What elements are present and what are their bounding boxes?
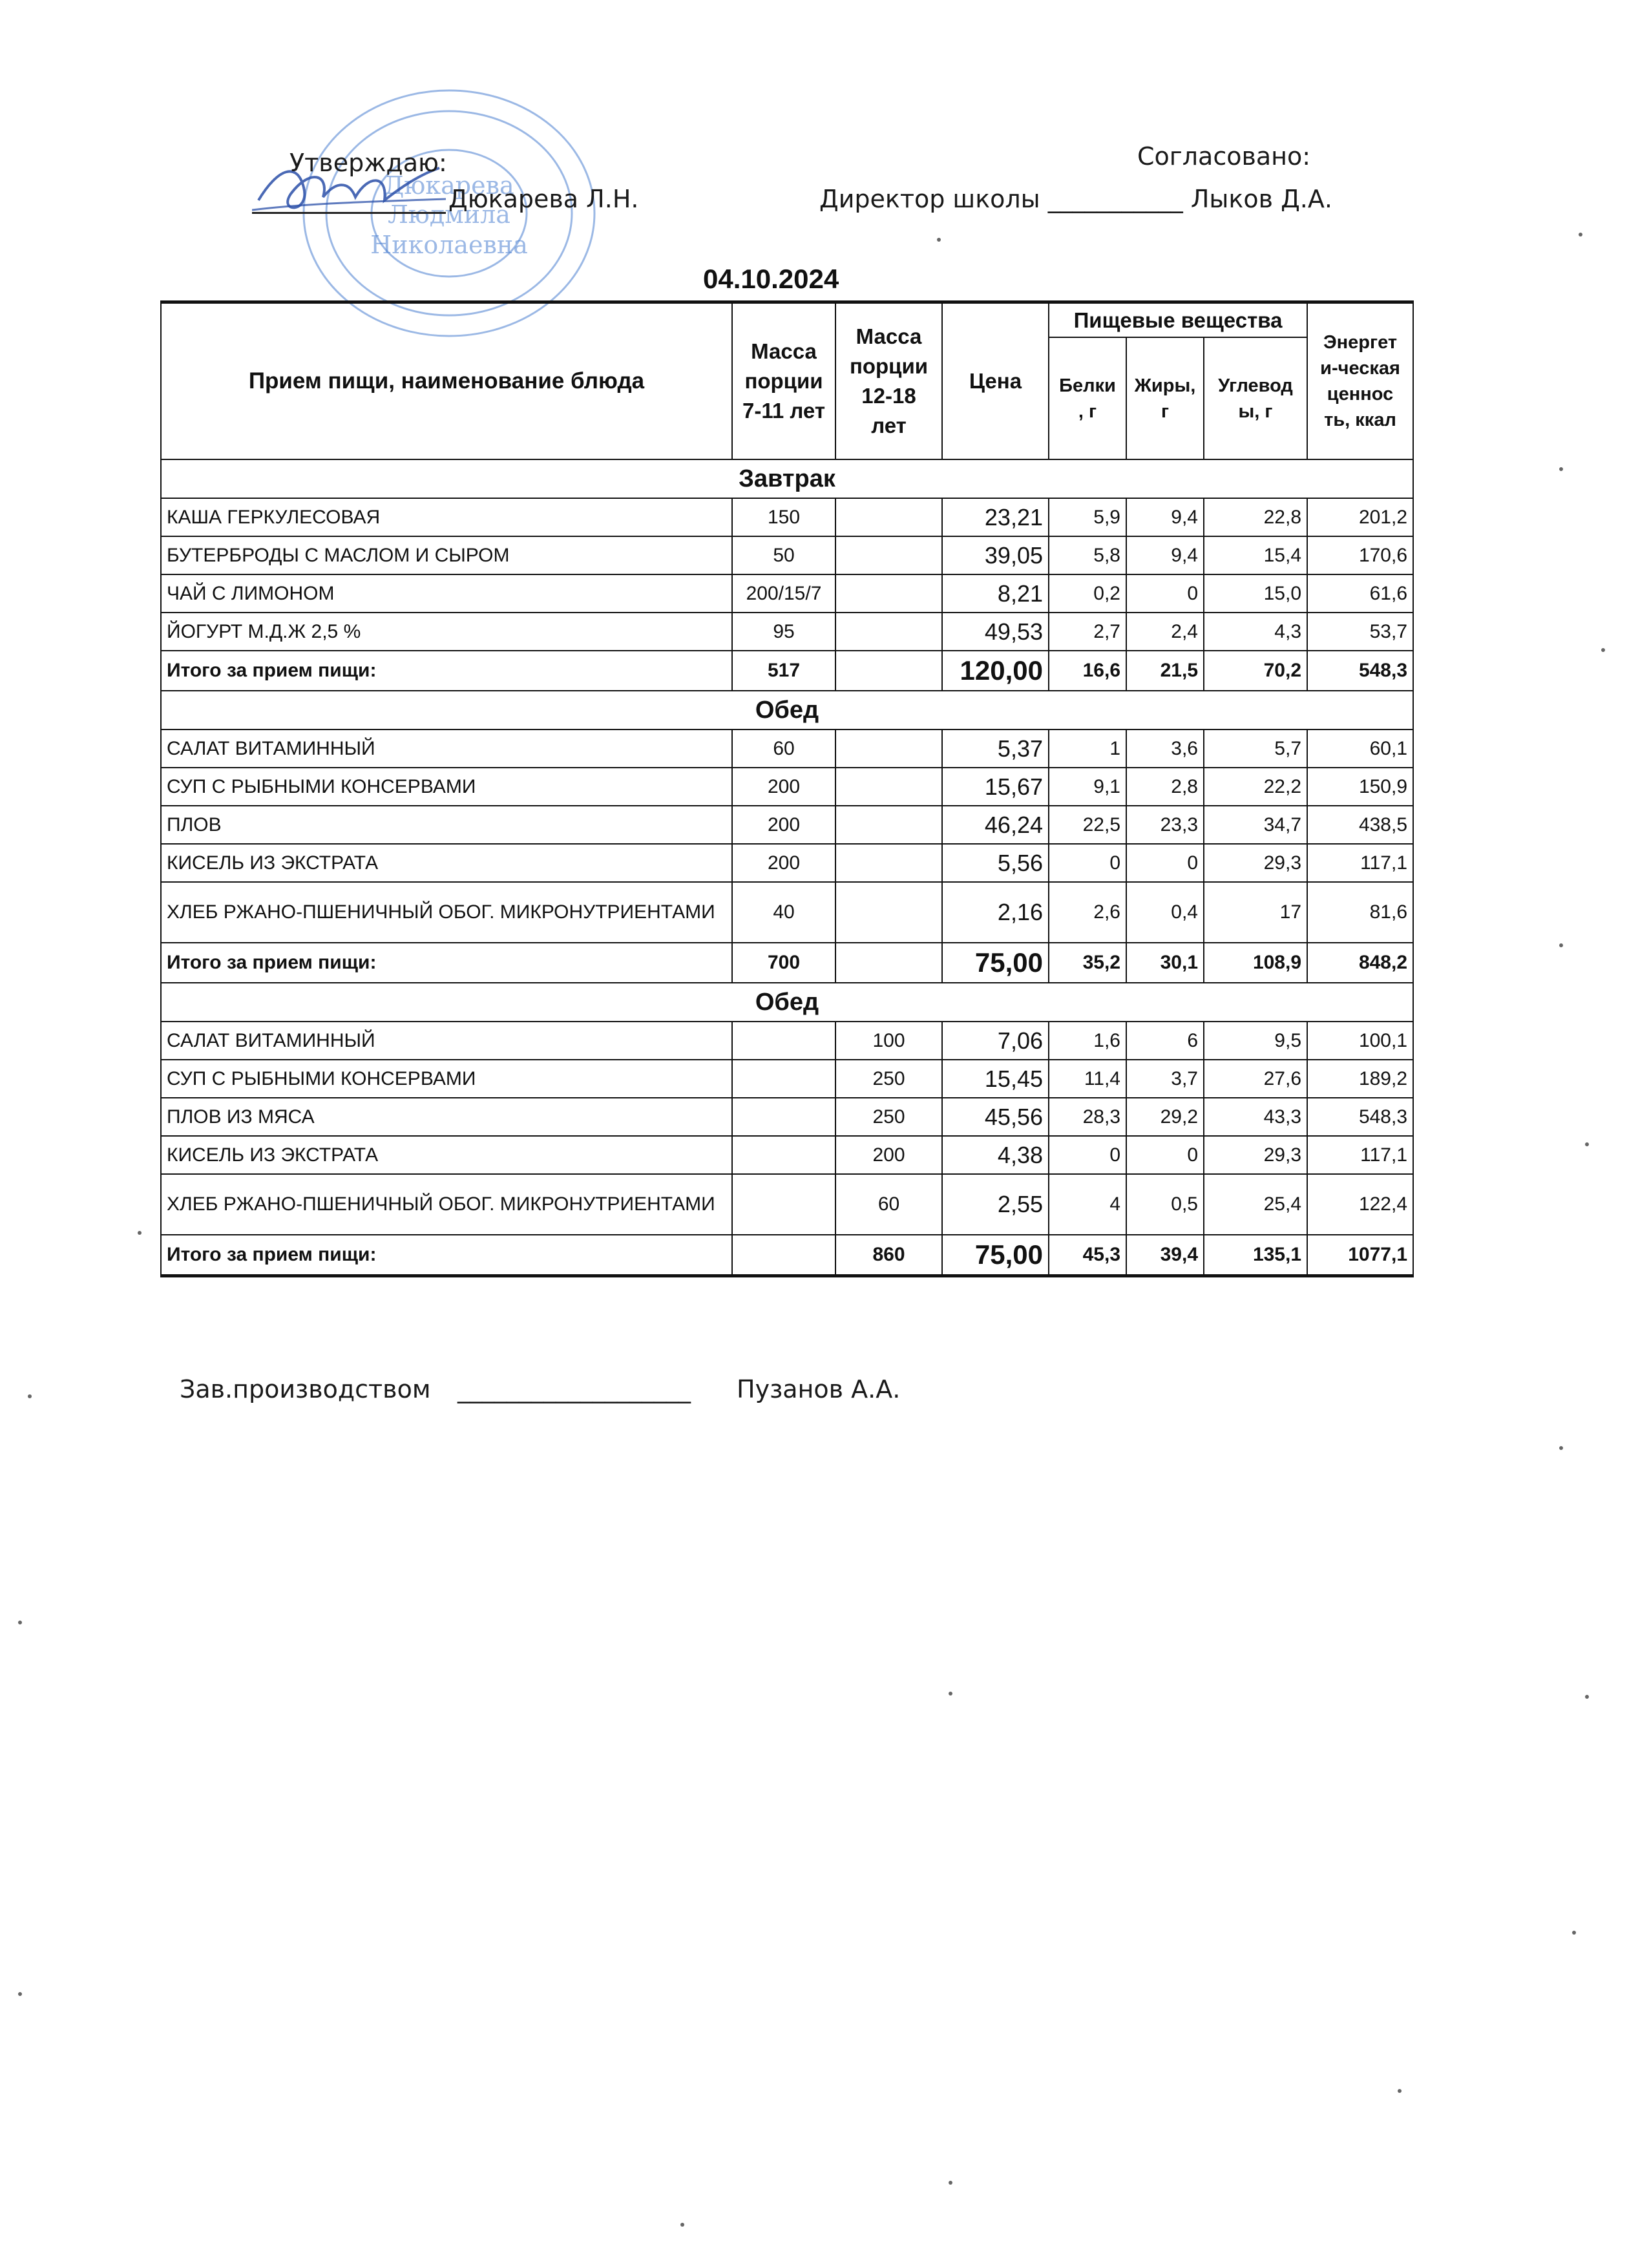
cell-m1: 50 [732, 536, 835, 574]
section-title: Обед [161, 691, 1413, 730]
dish-name: ХЛЕБ РЖАНО-ПШЕНИЧНЫЙ ОБОГ. МИКРОНУТРИЕНТАМИ [161, 1174, 732, 1235]
header-nutrients: Пищевые вещества [1049, 302, 1307, 338]
header-mass-12-18: Масса порции 12-18 лет [835, 302, 942, 460]
cell-m1: 150 [732, 498, 835, 536]
cell-c: 43,3 [1204, 1098, 1307, 1136]
section-row [161, 983, 1413, 1022]
cell-m1 [732, 1098, 835, 1136]
dish-name: ЧАЙ С ЛИМОНОМ [161, 574, 732, 613]
cell-m1 [732, 1022, 835, 1060]
cell-f: 0 [1126, 1136, 1204, 1174]
total-f: 21,5 [1126, 651, 1204, 691]
cell-m2: 100 [835, 1022, 942, 1060]
footer-label: Зав.производством [180, 1375, 431, 1403]
dish-name: КИСЕЛЬ ИЗ ЭКСТРАТА [161, 844, 732, 882]
total-f: 39,4 [1126, 1235, 1204, 1276]
dish-name: САЛАТ ВИТАМИННЫЙ [161, 1022, 732, 1060]
cell-c: 4,3 [1204, 613, 1307, 651]
cell-m2 [835, 730, 942, 768]
cell-p: 22,5 [1049, 806, 1126, 844]
cell-e: 81,6 [1307, 882, 1413, 943]
dish-row [161, 1022, 1413, 1060]
cell-m2 [835, 882, 942, 943]
cell-p: 1 [1049, 730, 1126, 768]
total-m1: 700 [732, 943, 835, 983]
footer-name: Пузанов А.А. [737, 1375, 901, 1403]
cell-c: 22,8 [1204, 498, 1307, 536]
cell-m1 [732, 1174, 835, 1235]
cell-m1: 95 [732, 613, 835, 651]
cell-price: 8,21 [942, 574, 1049, 613]
total-p: 45,3 [1049, 1235, 1126, 1276]
cell-price: 15,45 [942, 1060, 1049, 1098]
cell-price: 7,06 [942, 1022, 1049, 1060]
dish-name: КИСЕЛЬ ИЗ ЭКСТРАТА [161, 1136, 732, 1174]
dish-row [161, 574, 1413, 613]
cell-p: 1,6 [1049, 1022, 1126, 1060]
footer-signature-line: ___________________ [457, 1375, 691, 1403]
dish-name: ЙОГУРТ М.Д.Ж 2,5 % [161, 613, 732, 651]
scan-speck [1559, 943, 1563, 947]
cell-m2: 60 [835, 1174, 942, 1235]
cell-f: 9,4 [1126, 536, 1204, 574]
cell-price: 23,21 [942, 498, 1049, 536]
cell-p: 9,1 [1049, 768, 1126, 806]
cell-price: 49,53 [942, 613, 1049, 651]
cell-p: 2,7 [1049, 613, 1126, 651]
stamp-line-1: Дюкарева [384, 171, 514, 200]
cell-m2 [835, 613, 942, 651]
total-e: 848,2 [1307, 943, 1413, 983]
cell-price: 2,55 [942, 1174, 1049, 1235]
scan-speck [18, 1621, 22, 1624]
scan-speck [1585, 1142, 1589, 1146]
dish-name: БУТЕРБРОДЫ С МАСЛОМ И СЫРОМ [161, 536, 732, 574]
agreed-label: Согласовано: [1137, 142, 1311, 171]
cell-e: 60,1 [1307, 730, 1413, 768]
cell-m1: 40 [732, 882, 835, 943]
cell-price: 5,37 [942, 730, 1049, 768]
section-row [161, 459, 1413, 498]
total-m2 [835, 943, 942, 983]
dish-name: ПЛОВ ИЗ МЯСА [161, 1098, 732, 1136]
cell-m2 [835, 574, 942, 613]
cell-f: 6 [1126, 1022, 1204, 1060]
dish-row [161, 882, 1413, 943]
scan-speck [18, 1992, 22, 1996]
approver-signature-line [252, 186, 446, 214]
header-energy: Энергет и-ческая ценнос ть, ккал [1307, 302, 1413, 460]
header-protein: Белки , г [1049, 337, 1126, 459]
cell-c: 9,5 [1204, 1022, 1307, 1060]
scan-speck [28, 1394, 32, 1398]
cell-m2 [835, 806, 942, 844]
cell-e: 117,1 [1307, 844, 1413, 882]
director-line: Директор школы ___________ Лыков Д.А. [819, 185, 1332, 213]
cell-p: 5,8 [1049, 536, 1126, 574]
approve-label: Утверждаю: [289, 149, 447, 177]
total-e: 1077,1 [1307, 1235, 1413, 1276]
approver-name: Дюкарева Л.Н. [448, 185, 639, 213]
header-fat: Жиры, г [1126, 337, 1204, 459]
header-carbs: Углевод ы, г [1204, 337, 1307, 459]
dish-name: СУП С РЫБНЫМИ КОНСЕРВАМИ [161, 768, 732, 806]
total-m1 [732, 1235, 835, 1276]
header-name: Прием пищи, наименование блюда [161, 302, 732, 460]
cell-p: 0 [1049, 844, 1126, 882]
dish-row [161, 1136, 1413, 1174]
cell-m2: 250 [835, 1060, 942, 1098]
cell-e: 61,6 [1307, 574, 1413, 613]
scan-speck [1572, 1931, 1576, 1935]
cell-c: 15,0 [1204, 574, 1307, 613]
cell-p: 2,6 [1049, 882, 1126, 943]
cell-m2 [835, 844, 942, 882]
cell-price: 15,67 [942, 768, 1049, 806]
total-m2 [835, 651, 942, 691]
cell-m1: 200/15/7 [732, 574, 835, 613]
cell-p: 11,4 [1049, 1060, 1126, 1098]
scan-speck [1559, 467, 1563, 471]
stamp-line-3: Николаевна [370, 231, 528, 259]
cell-m1: 200 [732, 768, 835, 806]
cell-price: 4,38 [942, 1136, 1049, 1174]
section-title: Обед [161, 983, 1413, 1022]
cell-m2 [835, 498, 942, 536]
cell-price: 39,05 [942, 536, 1049, 574]
scan-speck [138, 1231, 142, 1235]
cell-f: 0 [1126, 574, 1204, 613]
dish-name: ХЛЕБ РЖАНО-ПШЕНИЧНЫЙ ОБОГ. МИКРОНУТРИЕНТАМИ [161, 882, 732, 943]
total-label: Итого за прием пищи: [161, 1235, 732, 1276]
total-p: 35,2 [1049, 943, 1126, 983]
cell-e: 548,3 [1307, 1098, 1413, 1136]
dish-row [161, 613, 1413, 651]
cell-price: 5,56 [942, 844, 1049, 882]
stamp-line-2: Людмила [388, 200, 510, 229]
cell-p: 4 [1049, 1174, 1126, 1235]
document-date: 04.10.2024 [703, 264, 839, 294]
cell-f: 0,4 [1126, 882, 1204, 943]
total-c: 70,2 [1204, 651, 1307, 691]
scan-speck [1559, 1446, 1563, 1450]
dish-name: ПЛОВ [161, 806, 732, 844]
cell-f: 0,5 [1126, 1174, 1204, 1235]
dish-row [161, 1174, 1413, 1235]
total-row [161, 1235, 1413, 1276]
total-price: 120,00 [942, 651, 1049, 691]
cell-f: 2,8 [1126, 768, 1204, 806]
cell-e: 189,2 [1307, 1060, 1413, 1098]
cell-c: 29,3 [1204, 1136, 1307, 1174]
total-row [161, 943, 1413, 983]
dish-name: КАША ГЕРКУЛЕСОВАЯ [161, 498, 732, 536]
cell-f: 0 [1126, 844, 1204, 882]
dish-row [161, 806, 1413, 844]
cell-c: 27,6 [1204, 1060, 1307, 1098]
cell-p: 5,9 [1049, 498, 1126, 536]
total-price: 75,00 [942, 1235, 1049, 1276]
cell-c: 22,2 [1204, 768, 1307, 806]
cell-c: 29,3 [1204, 844, 1307, 882]
dish-row [161, 1060, 1413, 1098]
dish-row [161, 1098, 1413, 1136]
cell-f: 23,3 [1126, 806, 1204, 844]
scan-speck [1398, 2089, 1402, 2093]
total-label: Итого за прием пищи: [161, 943, 732, 983]
total-e: 548,3 [1307, 651, 1413, 691]
header-price: Цена [942, 302, 1049, 460]
cell-e: 438,5 [1307, 806, 1413, 844]
cell-p: 0,2 [1049, 574, 1126, 613]
scan-speck [1579, 233, 1582, 236]
total-price: 75,00 [942, 943, 1049, 983]
total-m1: 517 [732, 651, 835, 691]
cell-m1 [732, 1060, 835, 1098]
cell-e: 53,7 [1307, 613, 1413, 651]
total-f: 30,1 [1126, 943, 1204, 983]
dish-name: СУП С РЫБНЫМИ КОНСЕРВАМИ [161, 1060, 732, 1098]
menu-body [161, 459, 1413, 1276]
cell-e: 201,2 [1307, 498, 1413, 536]
scan-speck [680, 2223, 684, 2227]
cell-f: 2,4 [1126, 613, 1204, 651]
cell-m1: 200 [732, 844, 835, 882]
cell-f: 3,6 [1126, 730, 1204, 768]
cell-m1: 200 [732, 806, 835, 844]
cell-e: 150,9 [1307, 768, 1413, 806]
cell-price: 46,24 [942, 806, 1049, 844]
cell-f: 3,7 [1126, 1060, 1204, 1098]
scan-speck [949, 1692, 952, 1696]
dish-row [161, 730, 1413, 768]
scan-speck [937, 238, 941, 242]
total-label: Итого за прием пищи: [161, 651, 732, 691]
menu-table [160, 300, 1414, 1277]
cell-e: 117,1 [1307, 1136, 1413, 1174]
section-row [161, 691, 1413, 730]
cell-f: 9,4 [1126, 498, 1204, 536]
dish-row [161, 498, 1413, 536]
cell-p: 0 [1049, 1136, 1126, 1174]
cell-e: 122,4 [1307, 1174, 1413, 1235]
cell-m2: 200 [835, 1136, 942, 1174]
total-m2: 860 [835, 1235, 942, 1276]
cell-c: 34,7 [1204, 806, 1307, 844]
total-c: 108,9 [1204, 943, 1307, 983]
cell-c: 5,7 [1204, 730, 1307, 768]
dish-name: САЛАТ ВИТАМИННЫЙ [161, 730, 732, 768]
cell-c: 25,4 [1204, 1174, 1307, 1235]
cell-e: 170,6 [1307, 536, 1413, 574]
header-mass-7-11: Масса порции 7-11 лет [732, 302, 835, 460]
scan-speck [949, 2181, 952, 2185]
dish-row [161, 536, 1413, 574]
cell-m1: 60 [732, 730, 835, 768]
cell-m2 [835, 768, 942, 806]
cell-m1 [732, 1136, 835, 1174]
dish-row [161, 844, 1413, 882]
total-row [161, 651, 1413, 691]
cell-price: 45,56 [942, 1098, 1049, 1136]
scan-speck [1585, 1695, 1589, 1699]
cell-p: 28,3 [1049, 1098, 1126, 1136]
cell-price: 2,16 [942, 882, 1049, 943]
cell-c: 17 [1204, 882, 1307, 943]
cell-m2 [835, 536, 942, 574]
cell-m2: 250 [835, 1098, 942, 1136]
scan-speck [1601, 648, 1605, 652]
section-title: Завтрак [161, 459, 1413, 498]
cell-f: 29,2 [1126, 1098, 1204, 1136]
dish-row [161, 768, 1413, 806]
cell-c: 15,4 [1204, 536, 1307, 574]
cell-e: 100,1 [1307, 1022, 1413, 1060]
total-p: 16,6 [1049, 651, 1126, 691]
total-c: 135,1 [1204, 1235, 1307, 1276]
